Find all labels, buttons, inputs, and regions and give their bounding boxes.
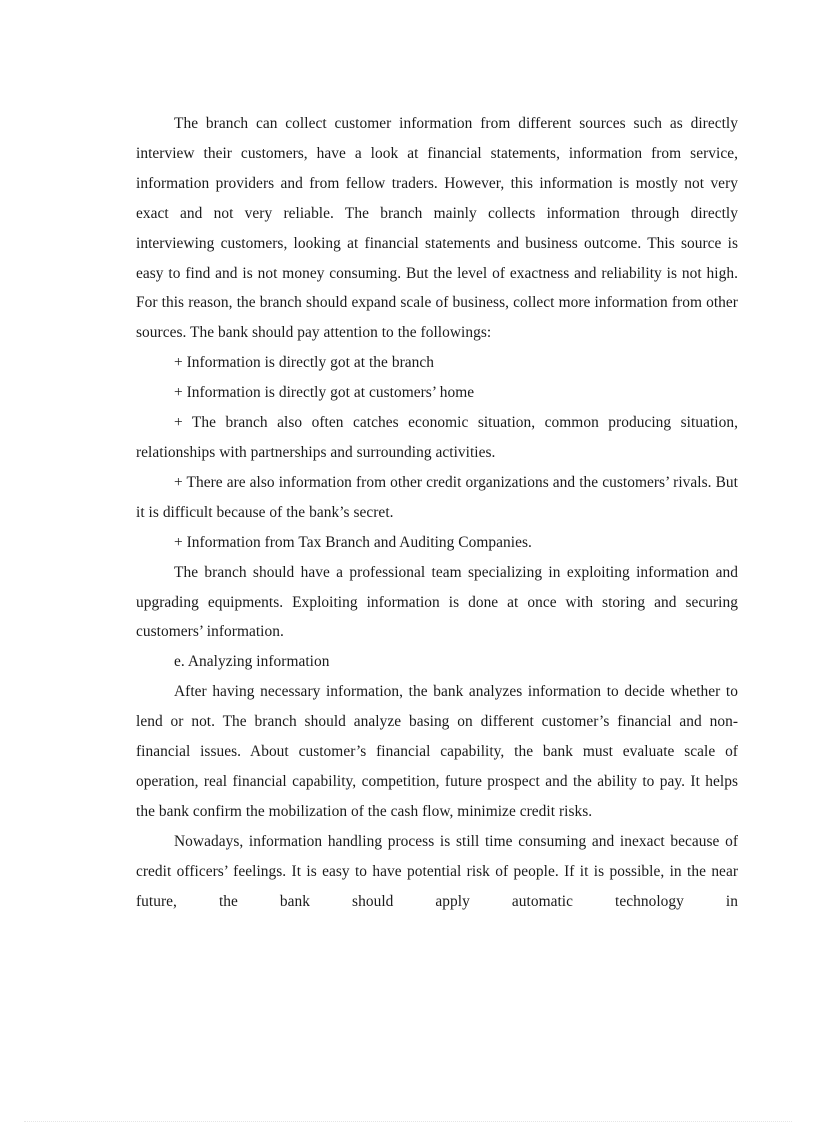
- list-item-credit-organizations: + There are also information from other credit organizations and the customers’ rivals. But it is difficult because of the bank’s secret.: [136, 473, 738, 521]
- list-item-tax-auditing: + Information from Tax Branch and Auditing Companies.: [174, 533, 532, 551]
- section-heading-analyzing-information: e. Analyzing information: [174, 653, 330, 671]
- paragraph-information-sources: The branch can collect customer information from different sources such as directly interview their customers, have a look at financial statements, information from service, information providers and from fellow traders. However, this information is mostly not very exact and not very reliable. The branch mainly collects information through directly interviewing customers, looking at financial statements and business outcome. This source is easy to find and is not money consuming. But the level of exactness and reliability is not high. For this reason, the branch should expand scale of business, collect more information from other sources. The bank should pay attention to the followings:: [136, 115, 738, 342]
- list-item-economic-situation: + The branch also often catches economic situation, common producing situation, relationships with partnerships and surrounding activities.: [136, 414, 738, 461]
- page-bottom-divider: [24, 1121, 792, 1122]
- paragraph-handling-process: Nowadays, information handling process is still time consuming and inexact because of credit officers’ feelings. It is easy to have potential risk of people. If it is possible, in the near future, the bank should apply automatic technology in: [136, 832, 738, 910]
- list-item-branch-information: + Information is directly got at the branch: [174, 354, 434, 372]
- paragraph-analyzing-information: After having necessary information, the bank analyzes information to decide whether to lend or not. The branch should analyze basing on different customer’s financial and non-financial issues. About customer’s financial capability, the bank must evaluate scale of operation, real financial capability, competition, future prospect and the ability to pay. It helps the bank confirm the mobilization of the cash flow, minimize credit risks.: [136, 683, 738, 820]
- paragraph-professional-team: The branch should have a professional team specializing in exploiting information and upgrading equipments. Exploiting information is done at once with storing and securing customers’ information.: [136, 563, 738, 641]
- list-item-home-information: + Information is directly got at customers’ home: [174, 384, 475, 402]
- document-body: [136, 109, 738, 916]
